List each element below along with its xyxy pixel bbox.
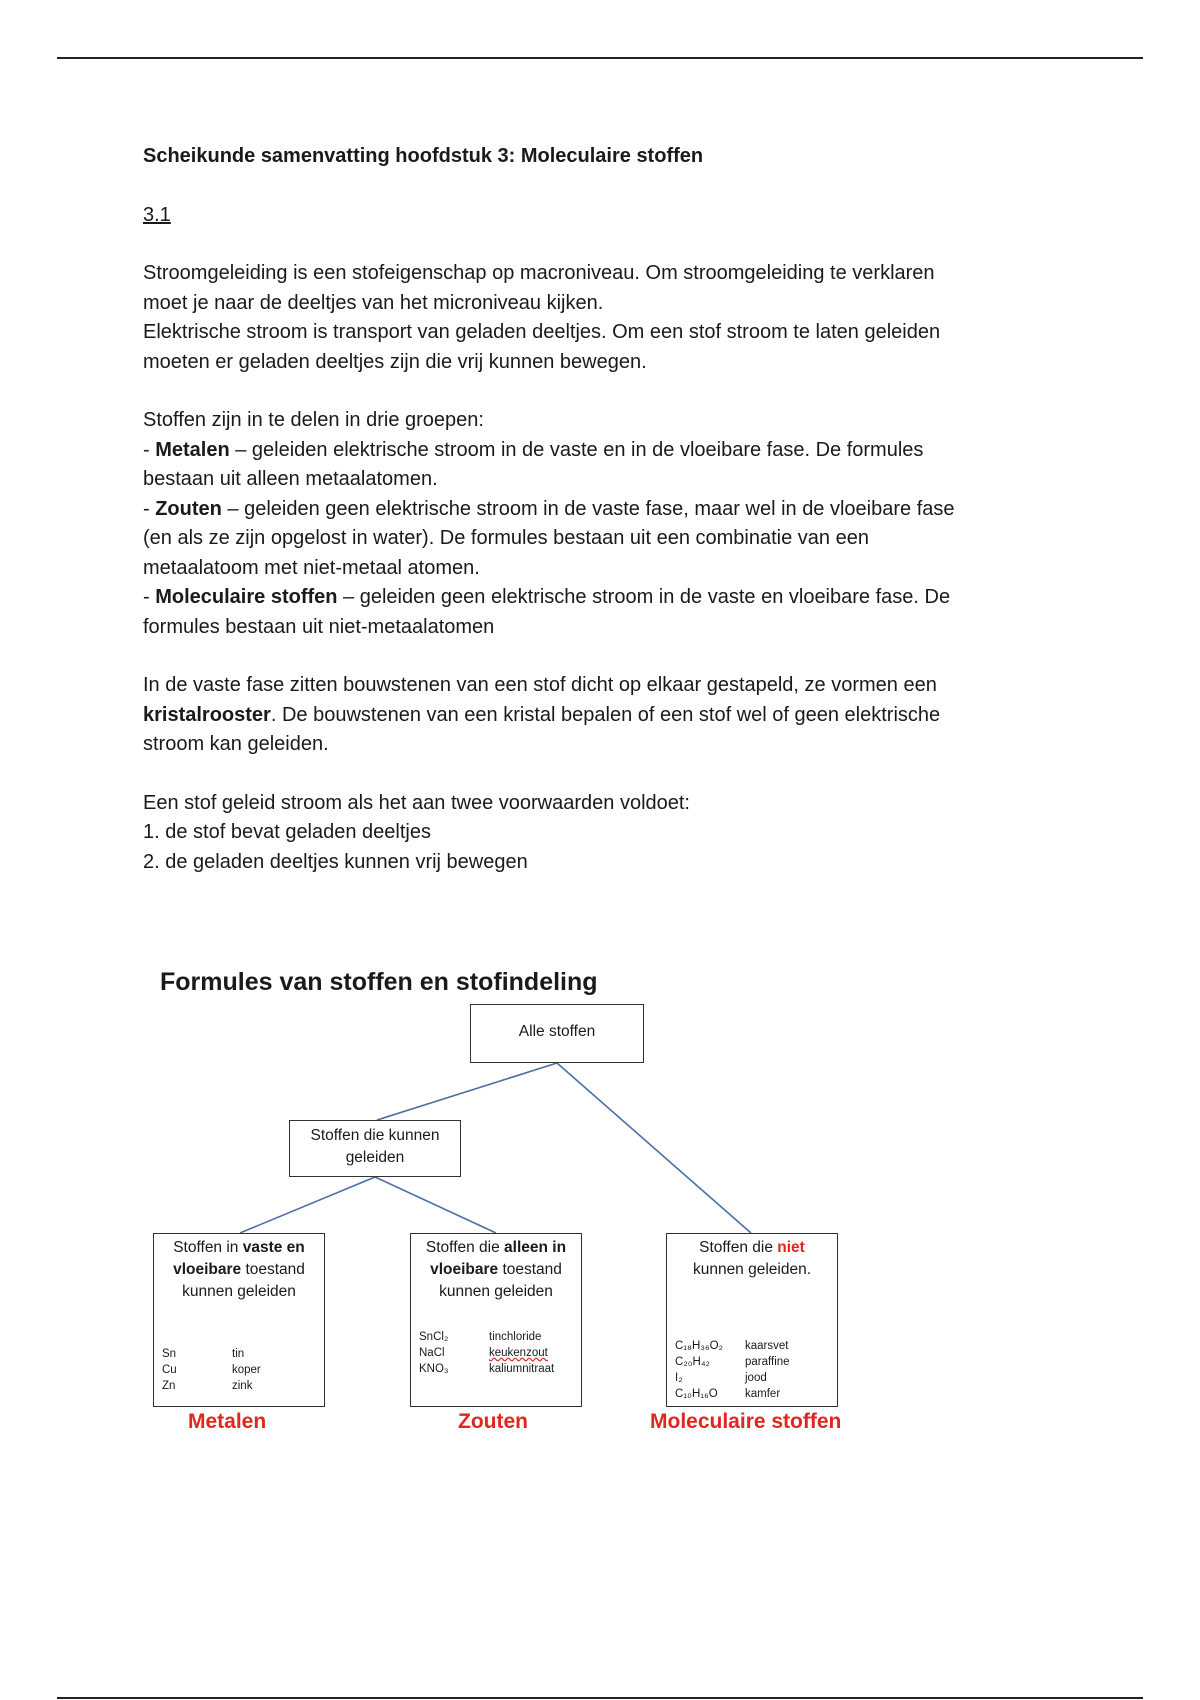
metal-box-label — [154, 1237, 324, 1303]
box-text: kunnen geleiden. — [692, 1261, 812, 1278]
example-row — [675, 1354, 831, 1370]
salt-box-label — [411, 1237, 581, 1303]
group-zouten — [143, 495, 1063, 525]
box-text-bold: vaste en — [242, 1239, 305, 1256]
substance-name: koper — [232, 1364, 261, 1376]
group-text: formules bestaan uit niet-metaalatomen — [143, 615, 495, 638]
example-row — [675, 1370, 831, 1386]
molecular-box-label — [667, 1237, 837, 1281]
example-row — [419, 1361, 575, 1377]
substance-name: jood — [745, 1372, 767, 1384]
footer-rule — [57, 1697, 1143, 1699]
group-name: Metalen — [155, 438, 230, 461]
molecular-box — [666, 1233, 838, 1407]
formula: I₂ — [675, 1372, 683, 1384]
crystal-line: In de vaste fase zitten bouwstenen van een stof dicht op elkaar gestapeld, ze vormen een — [143, 674, 937, 696]
substance-name: kamfer — [745, 1388, 781, 1400]
intro-line: Elektrische stroom is transport van geladen deeltjes. Om een stof stroom te laten geleiden — [143, 321, 941, 343]
box-text: kunnen geleiden — [182, 1283, 296, 1300]
bullet: - — [143, 497, 156, 520]
bullet: - — [143, 438, 156, 461]
formula: C₂₀H₄₂ — [675, 1356, 711, 1368]
section-heading: 3.1 — [143, 203, 171, 226]
crystal-paragraph — [143, 671, 1063, 760]
salt-box — [410, 1233, 582, 1407]
formula: NaCl — [419, 1347, 445, 1359]
group-text: – geleiden elektrische stroom in de vaste en in de vloeibare fase. De formules — [229, 438, 924, 461]
substance-name: tin — [232, 1348, 245, 1360]
conditions-intro: Een stof geleid stroom als het aan twee voorwaarden voldoet: — [143, 791, 690, 814]
connector-line — [377, 1063, 557, 1120]
header-rule — [57, 57, 1143, 59]
formula: Zn — [162, 1380, 176, 1392]
formula: Sn — [162, 1348, 177, 1360]
groups-paragraph — [143, 406, 1063, 642]
group-text: (en als ze zijn opgelost in water). De formules bestaan uit een combinatie van een — [143, 527, 869, 549]
intro-line: moet je naar de deeltjes van het microniveau kijken. — [143, 291, 604, 314]
diagram-title: Formules van stoffen en stofindeling — [160, 968, 598, 996]
substance-name: zink — [232, 1380, 253, 1392]
group-metalen — [143, 436, 1063, 466]
crystal-text: . De bouwstenen van een kristal bepalen of een stof wel of geen elektrische — [270, 703, 941, 726]
box-text-bold: vloeibare — [173, 1261, 242, 1278]
group-moleculair — [143, 583, 1063, 613]
conduct-label: geleiden — [345, 1149, 405, 1166]
box-text: Stoffen in — [173, 1239, 243, 1256]
group-text: – geleiden geen elektrische stroom in de vaste en vloeibare fase. De — [337, 586, 951, 608]
condition-item: 1. de stof bevat geladen deeltjes — [143, 821, 431, 843]
salt-examples — [419, 1329, 575, 1377]
formula: C₁₀H₁₆O — [675, 1388, 718, 1400]
intro-paragraph — [143, 259, 1063, 377]
box-text-bold: vloeibare — [430, 1261, 499, 1278]
group-name: Moleculaire stoffen — [155, 586, 338, 608]
category-label-zouten: Zouten — [458, 1410, 528, 1433]
document-body — [143, 142, 1063, 877]
substance-name: tinchloride — [489, 1331, 542, 1343]
group-text: bestaan uit alleen metaalatomen. — [143, 468, 438, 490]
substance-name: keukenzout — [489, 1347, 548, 1359]
conditions-paragraph — [143, 789, 1063, 878]
example-row — [419, 1345, 575, 1361]
box-text-red: niet — [777, 1239, 805, 1256]
metal-examples — [162, 1346, 318, 1394]
crystal-line — [143, 701, 1063, 731]
group-name: Zouten — [155, 497, 222, 520]
example-row — [162, 1378, 318, 1394]
category-label-metalen: Metalen — [188, 1410, 267, 1433]
document-title: Scheikunde samenvatting hoofdstuk 3: Moleculaire stoffen — [143, 145, 704, 167]
example-row — [675, 1338, 831, 1354]
root-box: Alle stoffen — [470, 1004, 644, 1063]
metal-box — [153, 1233, 325, 1407]
category-label-moleculair: Moleculaire stoffen — [650, 1410, 842, 1433]
group-text: metaalatoom met niet-metaal atomen. — [143, 556, 480, 579]
crystal-line: stroom kan geleiden. — [143, 733, 329, 755]
condition-item: 2. de geladen deeltjes kunnen vrij bewegen — [143, 850, 528, 873]
box-text: toestand — [241, 1261, 305, 1278]
box-text-bold: alleen in — [504, 1239, 567, 1256]
box-text: kunnen geleiden — [439, 1283, 553, 1300]
conduct-box — [289, 1120, 461, 1177]
example-row — [162, 1346, 318, 1362]
example-row — [162, 1362, 318, 1378]
example-row — [675, 1386, 831, 1402]
connector-line — [240, 1177, 375, 1233]
group-text: – geleiden geen elektrische stroom in de vaste fase, maar wel in de vloeibare fase — [221, 497, 955, 520]
connector-line — [557, 1063, 751, 1233]
box-text: toestand — [498, 1261, 562, 1278]
intro-line: moeten er geladen deeltjes zijn die vrij kunnen bewegen. — [143, 350, 647, 373]
molecular-examples — [675, 1338, 831, 1402]
substance-name: paraffine — [745, 1356, 790, 1368]
example-row — [419, 1329, 575, 1345]
box-text: Stoffen die — [425, 1239, 505, 1256]
conduct-label: Stoffen die kunnen — [310, 1127, 440, 1144]
substance-name: kaarsvet — [745, 1340, 789, 1352]
formula: KNO₃ — [419, 1363, 449, 1375]
connector-line — [375, 1177, 496, 1233]
box-text: Stoffen die — [699, 1239, 778, 1256]
crystal-term: kristalrooster — [143, 703, 271, 726]
intro-line: Stroomgeleiding is een stofeigenschap op macroniveau. Om stroomgeleiding te verklaren — [143, 262, 935, 284]
groups-intro: Stoffen zijn in te delen in drie groepen: — [143, 409, 484, 431]
formula: C₁₈H₃₆O₂ — [675, 1340, 723, 1352]
formula: SnCl₂ — [419, 1331, 449, 1343]
formula: Cu — [162, 1364, 177, 1376]
substance-name: kaliumnitraat — [489, 1363, 555, 1375]
bullet: - — [143, 586, 156, 608]
